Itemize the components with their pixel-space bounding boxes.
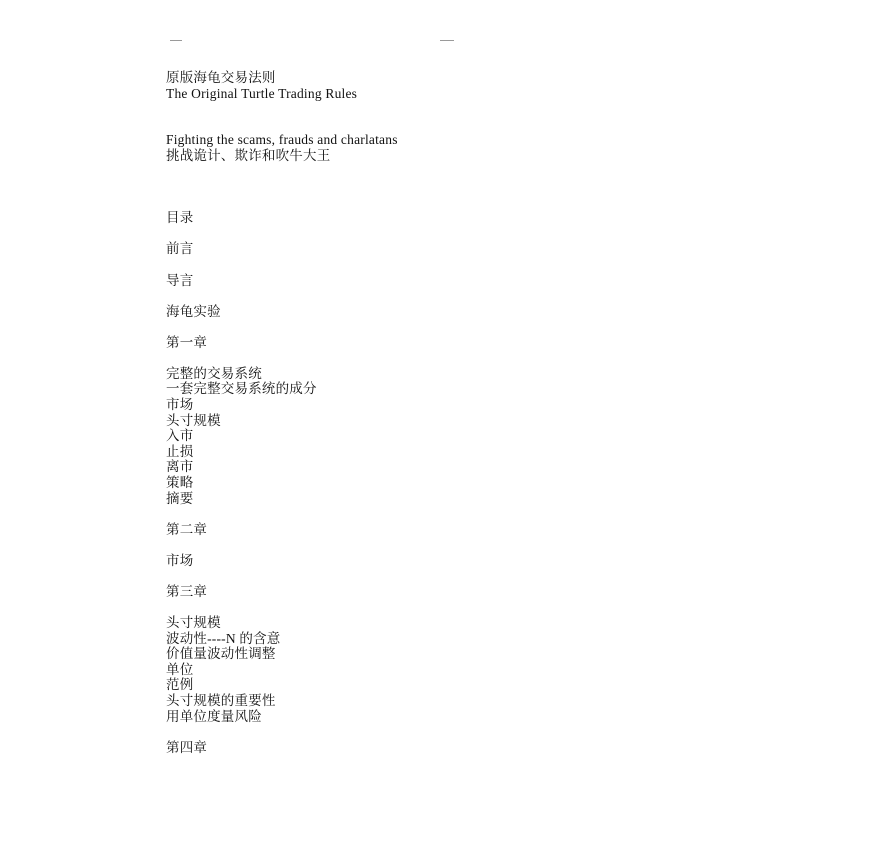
subtitle-zh: 挑战诡计、欺诈和吹牛大王 xyxy=(166,147,331,163)
document-body xyxy=(166,70,666,755)
toc-chapter3-item: 用单位度量风险 xyxy=(166,708,262,724)
title-en: The Original Turtle Trading Rules xyxy=(166,85,358,101)
toc-chapter1-item: 头寸规模 xyxy=(166,412,221,428)
toc-introduction: 导言 xyxy=(166,272,194,288)
toc-heading: 目录 xyxy=(166,210,194,226)
toc-chapter1-item: 市场 xyxy=(166,397,194,413)
toc-chapter1-item: 止损 xyxy=(166,443,194,459)
toc-chapter3-item: 头寸规模 xyxy=(166,614,221,630)
toc-chapter3-item: 范例 xyxy=(166,677,194,693)
toc-experiment: 海龟实验 xyxy=(166,303,221,319)
toc-chapter4-label: 第四章 xyxy=(166,739,208,755)
toc-chapter3-label: 第三章 xyxy=(166,583,208,599)
toc-chapter2-item: 市场 xyxy=(166,552,194,568)
toc-preface: 前言 xyxy=(166,241,194,257)
toc-chapter1-item: 完整的交易系统 xyxy=(166,365,262,381)
header-rule-right xyxy=(440,40,454,41)
toc-chapter2-label: 第二章 xyxy=(166,521,208,537)
toc-chapter3-item: 波动性----N 的含意 xyxy=(166,630,281,646)
toc-chapter1-item: 一套完整交易系统的成分 xyxy=(166,381,317,397)
toc-chapter1-item: 策略 xyxy=(166,475,194,490)
title-zh: 原版海龟交易法则 xyxy=(166,70,276,85)
toc-chapter3-item: 价值量波动性调整 xyxy=(166,646,276,662)
toc-chapter3-item: 单位 xyxy=(166,661,194,677)
subtitle-en: Fighting the scams, frauds and charlatans xyxy=(166,132,398,148)
toc-chapter1-item: 入市 xyxy=(166,428,194,444)
header-rule-left xyxy=(170,40,182,41)
toc-chapter3-item: 头寸规模的重要性 xyxy=(166,692,276,708)
toc-chapter1-item: 摘要 xyxy=(166,490,194,506)
toc-chapter1-label: 第一章 xyxy=(166,334,208,350)
toc-chapter1-item: 离市 xyxy=(166,459,194,475)
